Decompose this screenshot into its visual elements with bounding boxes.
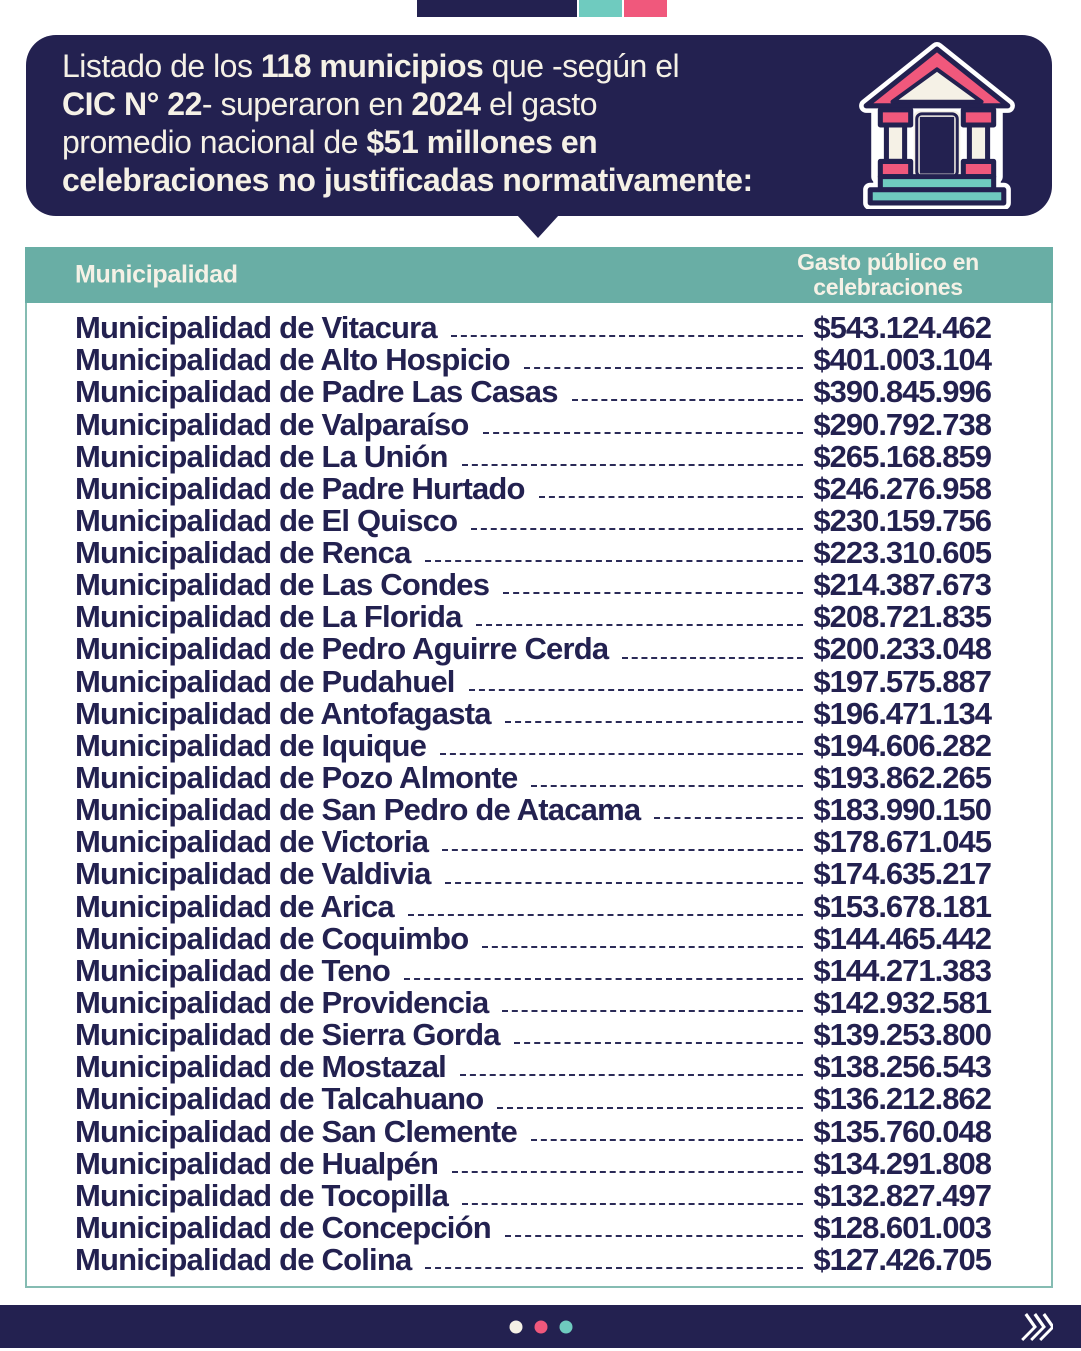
dotted-leader xyxy=(469,689,804,691)
municipality-name: Municipalidad de Arica xyxy=(75,888,394,924)
table-row xyxy=(75,987,991,1019)
top-accent-bar xyxy=(417,0,667,17)
dotted-leader xyxy=(622,657,803,659)
spending-amount: $193.862.265 xyxy=(813,760,991,796)
municipality-name: Municipalidad de Victoria xyxy=(75,824,429,860)
spending-amount: $543.124.462 xyxy=(813,310,991,346)
dotted-leader xyxy=(462,464,804,466)
spending-amount: $230.159.756 xyxy=(813,502,991,538)
spending-amount: $194.606.282 xyxy=(813,727,991,763)
column-header-municipality: Municipalidad xyxy=(75,260,238,289)
accent-segment-pink xyxy=(624,0,667,17)
column-header-amount xyxy=(763,250,1013,300)
dotted-leader xyxy=(451,335,804,337)
municipality-name: Municipalidad de Antofagasta xyxy=(75,695,491,731)
spending-amount: $196.471.134 xyxy=(813,695,991,731)
municipality-name: Municipalidad de Renca xyxy=(75,535,411,571)
headline-box xyxy=(26,35,1052,216)
spending-amount: $136.212.862 xyxy=(813,1081,991,1117)
table-row xyxy=(75,695,991,731)
dotted-leader xyxy=(452,1171,803,1173)
municipality-name: Municipalidad de Pedro Aguirre Cerda xyxy=(75,631,609,667)
table-row xyxy=(75,952,991,988)
municipality-name: Municipalidad de Concepción xyxy=(75,1210,491,1246)
municipality-name: Municipalidad de Valparaíso xyxy=(75,406,469,442)
spending-amount: $390.845.996 xyxy=(813,374,991,410)
dotted-leader xyxy=(408,914,803,916)
spending-amount: $208.721.835 xyxy=(813,599,991,635)
table-row xyxy=(75,663,991,699)
dotted-leader xyxy=(524,367,804,369)
spending-amount: $153.678.181 xyxy=(813,888,991,924)
spending-amount: $144.465.442 xyxy=(813,920,991,956)
municipality-name: Municipalidad de Alto Hospicio xyxy=(75,342,510,378)
dotted-leader xyxy=(531,1139,803,1141)
municipality-name: Municipalidad de Las Condes xyxy=(75,567,490,603)
dotted-leader xyxy=(460,1074,803,1076)
spending-amount: $401.003.104 xyxy=(813,342,991,378)
accent-segment-navy xyxy=(417,0,577,17)
speech-bubble-tail xyxy=(517,215,559,238)
spending-amount: $246.276.958 xyxy=(813,470,991,506)
table-row xyxy=(75,569,991,601)
dotted-leader xyxy=(425,1267,803,1269)
dotted-leader xyxy=(531,785,803,787)
dotted-leader xyxy=(502,1010,803,1012)
municipality-name: Municipalidad de San Pedro de Atacama xyxy=(75,792,641,828)
headline-line: Listado de los 118 municipios que -según el xyxy=(62,48,680,84)
table-row xyxy=(75,537,991,569)
municipality-name: Municipalidad de Iquique xyxy=(75,727,427,763)
table-body xyxy=(25,303,1053,1288)
spending-amount: $223.310.605 xyxy=(813,535,991,571)
triple-chevron-right-icon[interactable] xyxy=(1019,1312,1053,1342)
dotted-leader xyxy=(505,1235,803,1237)
spending-amount: $138.256.543 xyxy=(813,1049,991,1085)
table-row xyxy=(75,470,991,506)
municipality-name: Municipalidad de Tocopilla xyxy=(75,1177,449,1213)
spending-amount: $142.932.581 xyxy=(813,985,991,1021)
table-row xyxy=(75,312,991,344)
municipality-name: Municipalidad de Teno xyxy=(75,952,391,988)
table-row xyxy=(75,1212,991,1244)
dotted-leader xyxy=(462,1203,803,1205)
dotted-leader xyxy=(476,624,804,626)
dotted-leader xyxy=(654,817,803,819)
carousel-page-dots[interactable] xyxy=(509,1320,572,1333)
municipality-name: Municipalidad de Coquimbo xyxy=(75,920,469,956)
municipality-name: Municipalidad de El Quisco xyxy=(75,502,458,538)
table-row xyxy=(75,601,991,633)
dotted-leader xyxy=(497,1107,803,1109)
spending-amount: $132.827.497 xyxy=(813,1177,991,1213)
spending-amount: $290.792.738 xyxy=(813,406,991,442)
dotted-leader xyxy=(442,849,803,851)
table-row xyxy=(75,1051,991,1083)
headline-line: promedio nacional de $51 millones en xyxy=(62,124,598,160)
dotted-leader xyxy=(539,496,804,498)
table-row xyxy=(75,1113,991,1149)
municipality-name: Municipalidad de Valdivia xyxy=(75,856,431,892)
table-row xyxy=(75,727,991,763)
table-row xyxy=(75,633,991,665)
table-row xyxy=(75,920,991,956)
spending-amount: $128.601.003 xyxy=(813,1210,991,1246)
footer-bar xyxy=(0,1305,1081,1348)
municipality-name: Municipalidad de Colina xyxy=(75,1242,412,1278)
dotted-leader xyxy=(440,753,803,755)
table-row xyxy=(75,1177,991,1213)
table-row xyxy=(75,438,991,474)
municipality-name: Municipalidad de San Clemente xyxy=(75,1113,517,1149)
table-row xyxy=(75,762,991,794)
table-row xyxy=(75,858,991,890)
municipality-name: Municipalidad de La Florida xyxy=(75,599,462,635)
page-dot-1[interactable] xyxy=(509,1320,522,1333)
table-row xyxy=(75,344,991,376)
municipality-name: Municipalidad de Padre Hurtado xyxy=(75,470,525,506)
headline-line: celebraciones no justificadas normativamente: xyxy=(62,162,753,198)
headline xyxy=(62,47,862,199)
municipality-name: Municipalidad de Talcahuano xyxy=(75,1081,484,1117)
table-row xyxy=(75,376,991,408)
spending-amount: $174.635.217 xyxy=(813,856,991,892)
headline-line: CIC N° 22- superaron en 2024 el gasto xyxy=(62,86,598,122)
page-dot-2[interactable] xyxy=(534,1320,547,1333)
dotted-leader xyxy=(404,978,803,980)
spending-amount: $127.426.705 xyxy=(813,1242,991,1278)
table-header xyxy=(25,247,1053,303)
table-row xyxy=(75,826,991,858)
table-row xyxy=(75,1145,991,1181)
table-row xyxy=(75,408,991,440)
spending-amount: $178.671.045 xyxy=(813,824,991,860)
municipality-name: Municipalidad de Sierra Gorda xyxy=(75,1017,500,1053)
spending-amount: $134.291.808 xyxy=(813,1145,991,1181)
dotted-leader xyxy=(514,1042,804,1044)
dotted-leader xyxy=(445,882,804,884)
dotted-leader xyxy=(425,560,804,562)
spending-amount: $135.760.048 xyxy=(813,1113,991,1149)
bank-building-icon xyxy=(856,39,1018,209)
spending-amount: $265.168.859 xyxy=(813,438,991,474)
municipality-name: Municipalidad de Hualpén xyxy=(75,1145,439,1181)
municipality-name: Municipalidad de Pozo Almonte xyxy=(75,760,518,796)
accent-segment-teal xyxy=(579,0,622,17)
dotted-leader xyxy=(503,592,803,594)
table-row xyxy=(75,1083,991,1115)
municipality-name: Municipalidad de Padre Las Casas xyxy=(75,374,558,410)
table-row xyxy=(75,502,991,538)
dotted-leader xyxy=(471,528,803,530)
dotted-leader xyxy=(505,721,804,723)
column-header-amount-line1: Gasto público en xyxy=(797,249,979,275)
spending-amount: $214.387.673 xyxy=(813,567,991,603)
municipality-name: Municipalidad de La Unión xyxy=(75,438,448,474)
table-row xyxy=(75,888,991,924)
spending-amount: $139.253.800 xyxy=(813,1017,991,1053)
municipality-name: Municipalidad de Providencia xyxy=(75,985,489,1021)
spending-amount: $200.233.048 xyxy=(813,631,991,667)
dotted-leader xyxy=(483,432,804,434)
dotted-leader xyxy=(482,946,803,948)
page-dot-3[interactable] xyxy=(559,1320,572,1333)
municipality-name: Municipalidad de Vitacura xyxy=(75,310,437,346)
municipality-name: Municipalidad de Mostazal xyxy=(75,1049,446,1085)
table-row xyxy=(75,794,991,826)
table-row xyxy=(75,1019,991,1051)
spending-amount: $183.990.150 xyxy=(813,792,991,828)
dotted-leader xyxy=(572,399,804,401)
spending-amount: $144.271.383 xyxy=(813,952,991,988)
column-header-amount-line2: celebraciones xyxy=(813,274,963,300)
spending-amount: $197.575.887 xyxy=(813,663,991,699)
table-row xyxy=(75,1244,991,1276)
municipality-name: Municipalidad de Pudahuel xyxy=(75,663,455,699)
